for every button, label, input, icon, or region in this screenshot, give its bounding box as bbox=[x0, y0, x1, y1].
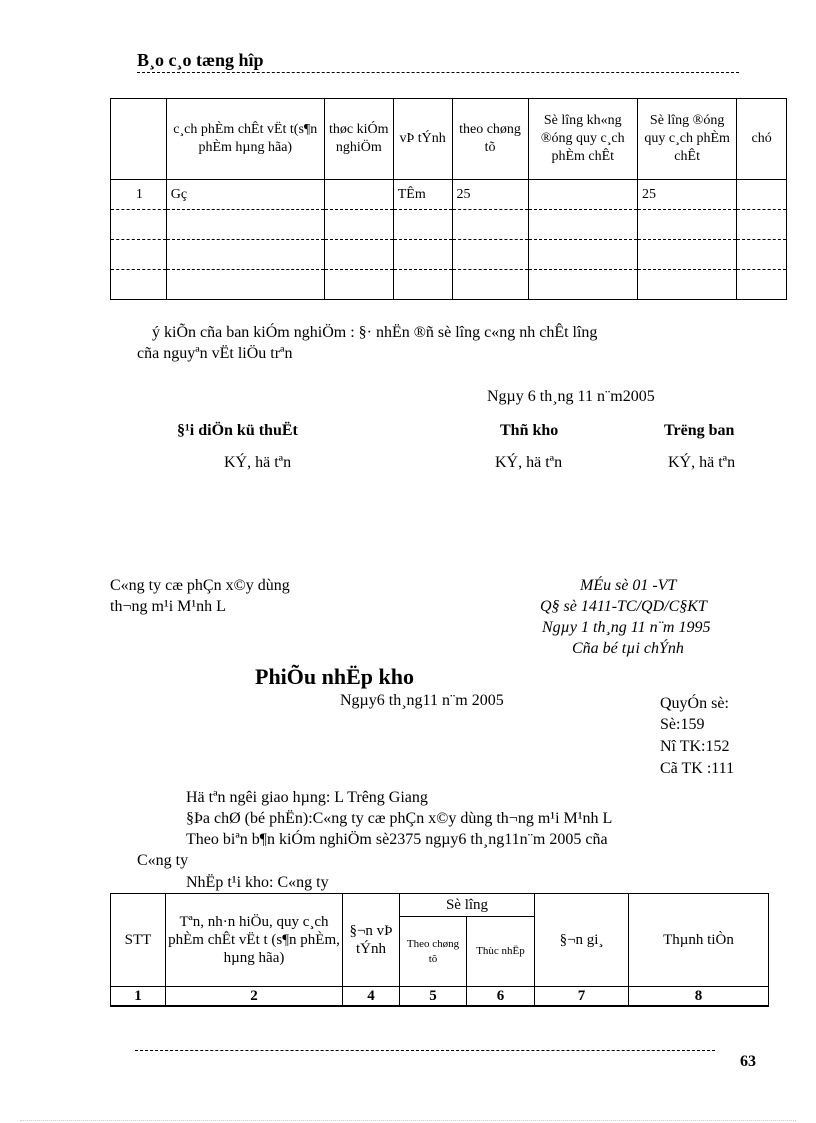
page-edge bbox=[20, 1120, 796, 1121]
table-cell: 1 bbox=[111, 180, 167, 210]
header-qty-actual: Thùc nhËp bbox=[467, 917, 535, 987]
table-cell bbox=[111, 240, 167, 270]
report-header-cell: c¸ch phÈm chÊt vËt t(s¶n phÈm hµng hãa) bbox=[166, 99, 324, 180]
table-cell: TÊm bbox=[393, 180, 452, 210]
signature-note-head: KÝ, hä tªn bbox=[668, 454, 736, 471]
table-cell bbox=[452, 210, 528, 240]
receipt-deliverer: Hä tªn ngêi giao hµng: L Trêng Giang bbox=[186, 789, 428, 806]
header-qty-document: Theo chøng tõ bbox=[400, 917, 467, 987]
footer-divider bbox=[135, 1050, 715, 1051]
receipt-book: QuyÓn sè: bbox=[660, 695, 729, 712]
table-cell bbox=[637, 270, 736, 300]
table-cell: 25 bbox=[637, 180, 736, 210]
report-date: Ngµy 6 th¸ng 11 n¨m2005 bbox=[487, 388, 655, 405]
receipt-warehouse: NhËp t¹i kho: C«ng ty bbox=[186, 874, 329, 891]
header-quantity: Sè lîng bbox=[400, 894, 535, 917]
table-cell bbox=[324, 210, 393, 240]
signature-note-storekeeper: KÝ, hä tªn bbox=[495, 454, 563, 471]
receipt-date: Ngµy6 th¸ng11 n¨m 2005 bbox=[340, 692, 504, 709]
table-cell bbox=[737, 240, 787, 270]
company-line-2: th¬ng m¹i M¹nh L bbox=[110, 598, 226, 615]
opinion-line-1: ý kiÕn cña ban kiÓm nghiÖm : §· nhËn ®ñ sè lîng c«ng nh chÊt lîng bbox=[152, 324, 598, 341]
table-cell bbox=[737, 270, 787, 300]
column-number: 6 bbox=[467, 987, 535, 1007]
table-cell bbox=[393, 270, 452, 300]
table-cell bbox=[528, 180, 637, 210]
report-header-cell: vÞ tÝnh bbox=[393, 99, 452, 180]
receipt-basis-cont: C«ng ty bbox=[137, 852, 189, 869]
report-header-cell: Sè lîng kh«ng ®óng quy c¸ch phÈm chÊt bbox=[528, 99, 637, 180]
table-cell: Gç bbox=[166, 180, 324, 210]
header-unit: §¬n vÞ tÝnh bbox=[343, 894, 400, 987]
form-code: MÉu sè 01 -VT bbox=[580, 577, 677, 594]
table-row bbox=[111, 240, 787, 270]
receipt-title: PhiÕu nhËp kho bbox=[255, 664, 414, 689]
column-number: 4 bbox=[343, 987, 400, 1007]
column-number: 8 bbox=[629, 987, 769, 1007]
receipt-debit: Nî TK:152 bbox=[660, 738, 730, 755]
receipt-table bbox=[110, 893, 769, 1007]
table-cell bbox=[737, 210, 787, 240]
header-item-name: Tªn, nh·n hiÖu, quy c¸ch phÈm chÊt vËt t (s¶n phÈm, hµng hãa) bbox=[166, 894, 343, 987]
table-cell bbox=[324, 180, 393, 210]
table-cell bbox=[111, 210, 167, 240]
report-header-cell: thøc kiÓm nghiÖm bbox=[324, 99, 393, 180]
table-cell bbox=[166, 270, 324, 300]
report-header-cell bbox=[111, 99, 167, 180]
table-row bbox=[111, 180, 787, 210]
table-cell bbox=[324, 240, 393, 270]
column-number: 5 bbox=[400, 987, 467, 1007]
table-cell bbox=[166, 210, 324, 240]
table-cell bbox=[452, 240, 528, 270]
receipt-address: §Þa chØ (bé phËn):C«ng ty cæ phÇn x©y dùng th¬ng m¹i M¹nh L bbox=[186, 810, 613, 827]
receipt-number: Sè:159 bbox=[660, 716, 705, 733]
table-cell bbox=[528, 270, 637, 300]
column-number-row bbox=[111, 987, 769, 1007]
table-cell bbox=[393, 210, 452, 240]
signature-role-head: Trëng ban bbox=[664, 422, 735, 439]
report-header-cell: Sè lîng ®óng quy c¸ch phÈm chÊt bbox=[637, 99, 736, 180]
header-stt: STT bbox=[111, 894, 166, 987]
table-cell bbox=[452, 270, 528, 300]
receipt-basis: Theo biªn b¶n kiÓm nghiÖm sè2375 ngµy6 th¸ng11n¨m 2005 cña bbox=[186, 831, 608, 848]
company-line-1: C«ng ty cæ phÇn x©y dùng bbox=[110, 577, 290, 594]
table-cell bbox=[111, 270, 167, 300]
table-cell bbox=[737, 180, 787, 210]
receipt-credit: Cã TK :111 bbox=[660, 760, 735, 777]
table-row bbox=[111, 210, 787, 240]
signature-role-storekeeper: Thñ kho bbox=[500, 422, 559, 439]
table-cell bbox=[393, 240, 452, 270]
header-price: §¬n gi¸ bbox=[535, 894, 629, 987]
report-header-cell: theo chøng tõ bbox=[452, 99, 528, 180]
table-cell bbox=[637, 240, 736, 270]
table-cell bbox=[324, 270, 393, 300]
report-header-cell: chó bbox=[737, 99, 787, 180]
form-issuer: Cña bé tµi chÝnh bbox=[572, 640, 684, 657]
signature-note-technical: KÝ, hä tªn bbox=[224, 454, 292, 471]
table-cell bbox=[166, 240, 324, 270]
table-cell bbox=[528, 210, 637, 240]
header-amount: Thµnh tiÒn bbox=[629, 894, 769, 987]
column-number: 1 bbox=[111, 987, 166, 1007]
column-number: 7 bbox=[535, 987, 629, 1007]
table-cell: 25 bbox=[452, 180, 528, 210]
table-row bbox=[111, 270, 787, 300]
form-date: Ngµy 1 th¸ng 11 n¨m 1995 bbox=[542, 619, 711, 636]
signature-role-technical: §¹i diÖn kü thuËt bbox=[177, 422, 298, 439]
table-cell bbox=[528, 240, 637, 270]
report-header-row bbox=[111, 99, 787, 180]
report-table bbox=[110, 98, 787, 300]
page-number: 63 bbox=[740, 1053, 756, 1070]
column-number: 2 bbox=[166, 987, 343, 1007]
opinion-line-2: cña nguyªn vËt liÖu trªn bbox=[137, 345, 293, 362]
receipt-header-row bbox=[111, 894, 769, 917]
report-title: B¸o c¸o tæng hîp bbox=[137, 50, 264, 70]
form-decision: Q§ sè 1411-TC/QD/C§KT bbox=[540, 598, 707, 615]
table-cell bbox=[637, 210, 736, 240]
title-divider bbox=[137, 72, 739, 73]
